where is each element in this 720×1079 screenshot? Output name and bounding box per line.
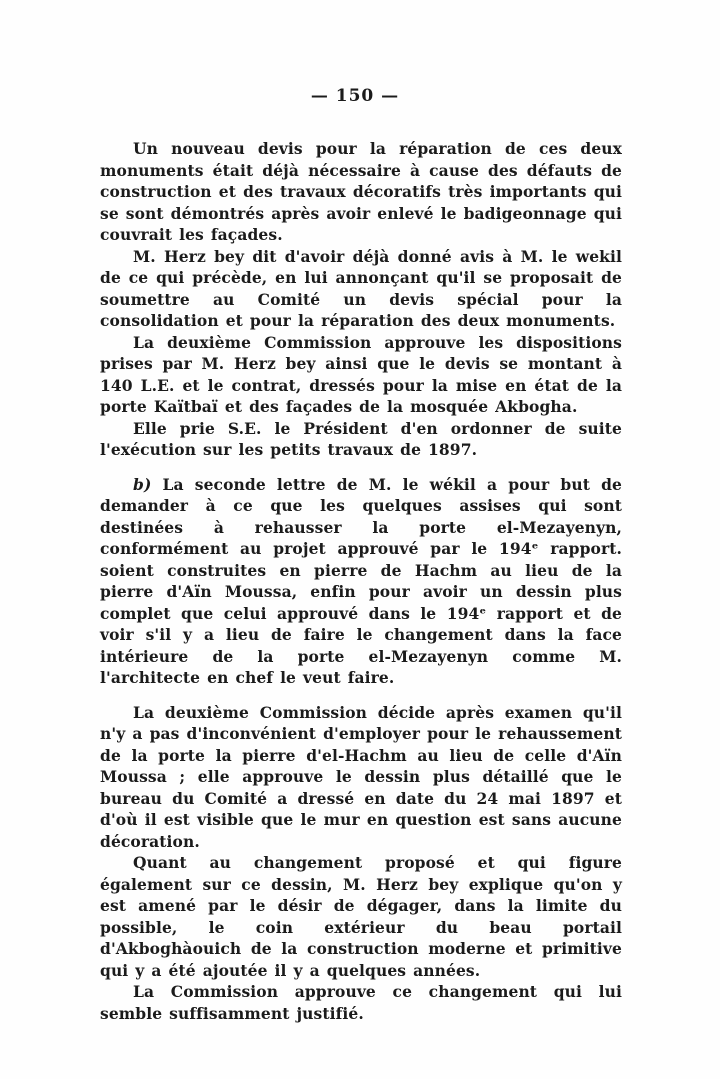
paragraph (100, 852, 622, 981)
paragraph (100, 332, 622, 418)
paragraph (100, 246, 622, 332)
paragraph-text: La seconde lettre de M. le wékil a pour but de demander à ce que les quelques assises qui sont destinées à rehausser la porte el-Mezayenyn, conformément au projet approuvé par le 194ᵉ rapport. soient construites en pierre de Hachm au lieu de la pierre d'Aïn Moussa, enfin pour avoir un dessin plus complet que celui approuvé dans le 194ᵉ rapport et de voir s'il y a lieu de faire le changement dans la face intérieure de la porte el-Mezayenyn comme M. l'architecte en chef le veut faire. (100, 474, 622, 687)
paragraph (100, 474, 622, 689)
paragraph (100, 138, 622, 246)
paragraph-lead-italic: b) (133, 474, 152, 494)
paragraph (100, 418, 622, 461)
paragraph (100, 981, 622, 1024)
paragraph-text: Elle prie S.E. le Président d'en ordonner de suite l'exécution sur les petits travaux de 1897. (100, 418, 622, 459)
paragraph-text: La Commission approuve ce changement qui lui semble suffisamment justifié. (100, 982, 622, 1023)
paragraph-text: Quant au changement proposé et qui figure également sur ce dessin, M. Herz bey explique qu'on y est amené par le désir de dégager, dans la limite du possible, le coin extérieur du beau portail d'Akboghàouich de la construction moderne et primitive qui y a été ajoutée il y a quelques années. (100, 853, 622, 980)
paragraph-text: Un nouveau devis pour la réparation de ces deux monuments était déjà nécessaire à cause des défauts de construction et des travaux décoratifs très importants qui se sont démontrés après avoir enlevé le badigeonnage qui couvrait les façades. (100, 139, 622, 244)
paragraph-text: M. Herz bey dit d'avoir déjà donné avis à M. le wekil de ce qui précède, en lui annonçant qu'il se proposait de soumettre au Comité un devis spécial pour la consolidation et pour la réparation des deux monuments. (100, 246, 622, 330)
page-number: — 150 — (310, 86, 400, 106)
text-block (100, 138, 622, 1024)
paragraph-text: La deuxième Commission approuve les dispositions prises par M. Herz bey ainsi que le devis se montant à 140 L.E. et le contrat, dressés pour la mise en état de la porte Kaïtbaï et des façades de la mosquée Akbogha. (100, 332, 622, 416)
paragraph (100, 702, 622, 853)
paragraph-text: La deuxième Commission décide après examen qu'il n'y a pas d'inconvénient d'employer pour le rehaussement de la porte la pierre d'el-Hachm au lieu de celle d'Aïn Moussa ; elle approuve le dessin plus détaillé que le bureau du Comité a dressé en date du 24 mai 1897 et d'où il est visible que le mur en question est sans aucune décoration. (100, 702, 622, 851)
